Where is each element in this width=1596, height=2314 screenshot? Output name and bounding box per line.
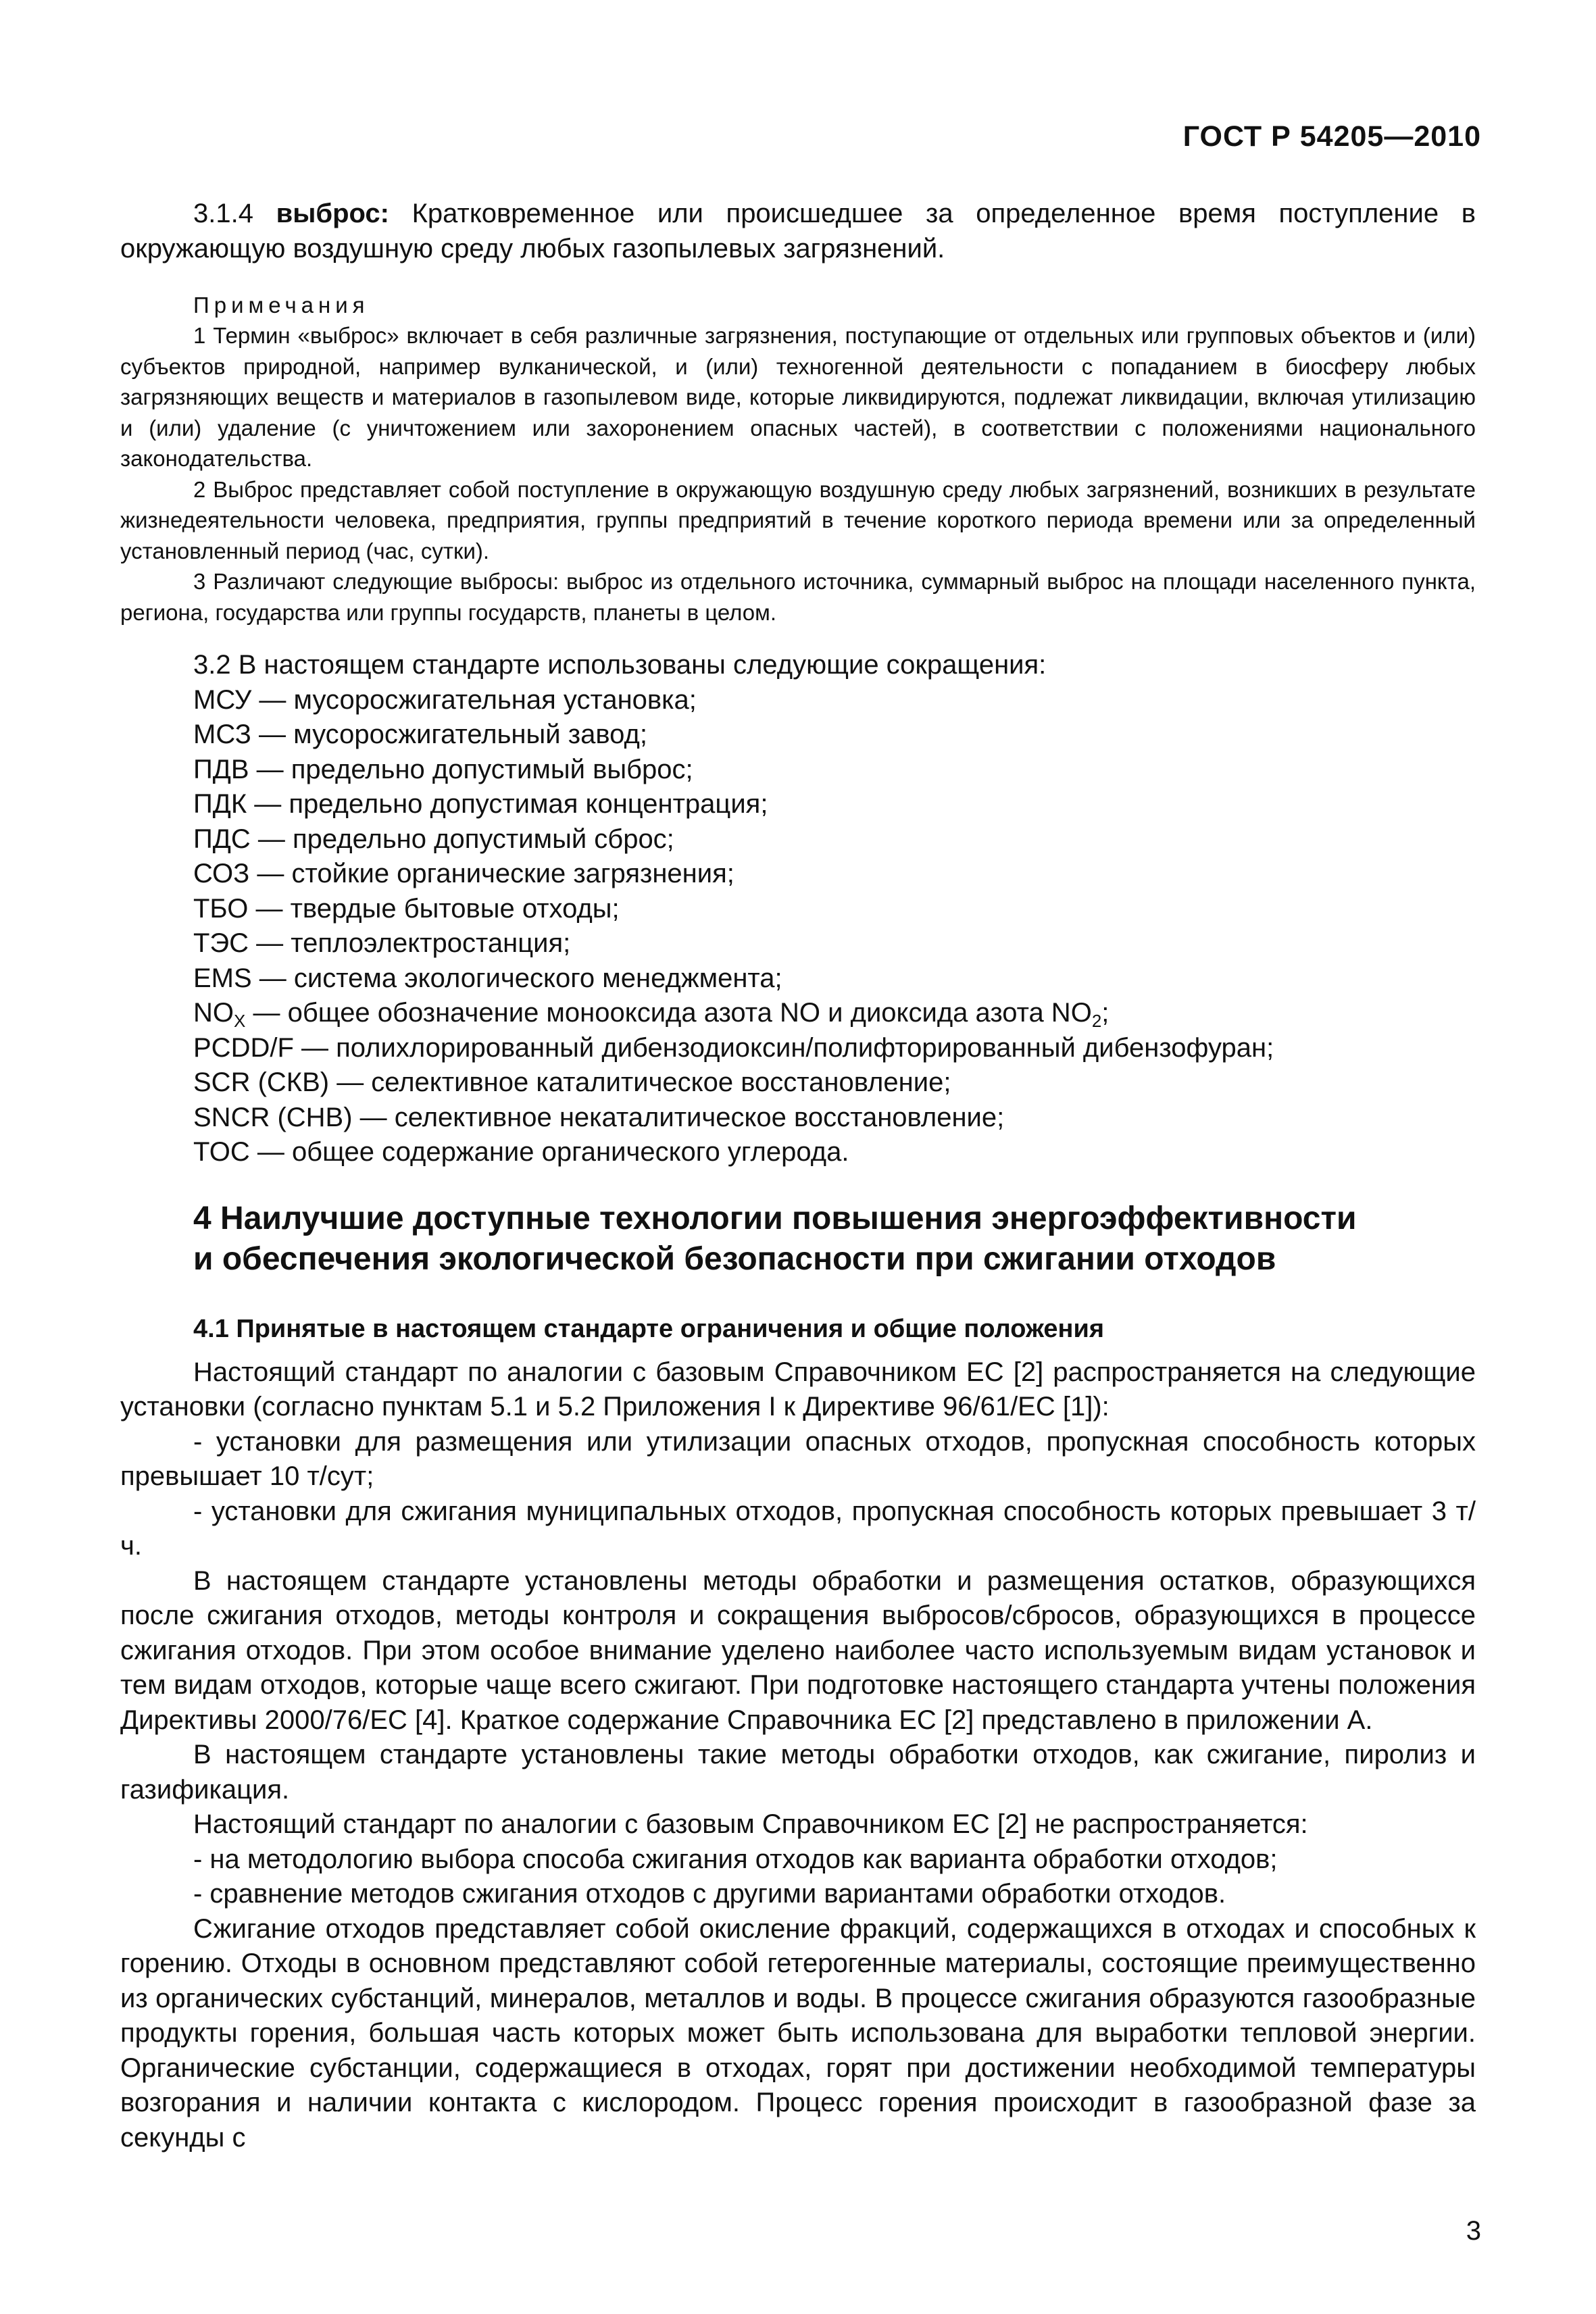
abbreviation-item: ТЭС — теплоэлектростанция; bbox=[193, 928, 571, 958]
nox-definition: — общее обозначение монооксида азота NO и диоксида азота NO bbox=[245, 998, 1092, 1028]
term-definition: Кратковременное или происшедшее за определенное время поступление в окружающую воздушную среду любых газопылевых загрязнений. bbox=[120, 199, 1476, 263]
abbreviation-item: СОЗ — стойкие органические загрязнения; bbox=[193, 859, 734, 888]
abbreviation-item: МСУ — мусоросжигательная установка; bbox=[193, 684, 697, 715]
paragraph: - установки для размещения или утилизации опасных отходов, пропускная способность которых превышает 10 т/сут; bbox=[120, 1426, 1476, 1491]
notes-block bbox=[120, 291, 1476, 628]
paragraph: Настоящий стандарт по аналогии с базовым Справочником ЕС [2] не распространяется: bbox=[193, 1809, 1308, 1839]
nox-subscript: X bbox=[234, 1011, 246, 1031]
document-id-header: ГОСТ Р 54205—2010 bbox=[1182, 120, 1481, 153]
abbreviation-item: ПДВ — предельно допустимый выброс; bbox=[193, 754, 693, 784]
note-2: 2 Выброс представляет собой поступление в окружающую воздушную среду любых загрязнений, возникших в результате жизнедеятельности человека, предприятия, группы предприятий в течение короткого периода времени или за определенный установленный период (час, сутки). bbox=[120, 476, 1476, 563]
abbreviation-item: SNCR (СНВ) — селективное некаталитическое восстановление; bbox=[193, 1102, 1005, 1132]
paragraph: - установки для сжигания муниципальных отходов, пропускная способность которых превышает 3 т/ч. bbox=[120, 1496, 1476, 1561]
abbreviation-item: ТБО — твердые бытовые отходы; bbox=[193, 893, 620, 924]
term-number: 3.1.4 bbox=[193, 199, 276, 228]
section-4-title-line1: 4 Наилучшие доступные технологии повышения энергоэффективности bbox=[193, 1200, 1357, 1236]
paragraph: В настоящем стандарте установлены такие методы обработки отходов, как сжигание, пиролиз и газификация. bbox=[120, 1740, 1476, 1805]
abbreviation-item: EMS — система экологического менеджмента; bbox=[193, 963, 782, 993]
abbreviation-item: PCDD/F — полихлорированный дибензодиоксин/полифторированный дибензофуран; bbox=[193, 1032, 1274, 1063]
abbreviation-item: TOC — общее содержание органического углерода. bbox=[193, 1137, 849, 1167]
abbreviation-item: ПДС — предельно допустимый сброс; bbox=[193, 824, 674, 854]
note-3: 3 Различают следующие выбросы: выброс из отдельного источника, суммарный выброс на площади населенного пункта, региона, государства или группы государств, планеты в целом. bbox=[120, 569, 1476, 625]
paragraph: Сжигание отходов представляет собой окисление фракций, содержащихся в отходах и способных к горению. Отходы в основном представляют собой гетерогенные материалы, состоящие преимущественно из органических субстанций, минералов, металлов и воды. В процессе сжигания образуются газообразные продукты горения, большая часть которых может быть использована для выработки тепловой энергии. Органические субстанции, содержащиеся в отходах, горят при достижении необходимой температуры возгорания и наличии контакта с кислородом. Процесс горения происходит в газообразной фазе за секунды с bbox=[120, 1913, 1476, 2153]
abbreviations-intro: 3.2 В настоящем стандарте использованы следующие сокращения: bbox=[193, 650, 1047, 680]
abbreviation-item-nox bbox=[120, 996, 1476, 1031]
paragraph: - сравнение методов сжигания отходов с другими вариантами обработки отходов. bbox=[193, 1879, 1226, 1909]
abbreviation-item: МСЗ — мусоросжигательный завод; bbox=[193, 720, 647, 749]
abbreviation-item: ПДК — предельно допустимая концентрация; bbox=[193, 789, 768, 819]
abbreviations-list bbox=[120, 648, 1476, 1170]
paragraph: Настоящий стандарт по аналогии с базовым Справочником ЕС [2] распространяется на следующие установки (согласно пунктам 5.1 и 5.2 Приложения I к Директиве 96/61/ЕС [1]): bbox=[120, 1357, 1476, 1422]
nox-end: ; bbox=[1101, 998, 1109, 1028]
notes-title: Примечания bbox=[193, 293, 370, 318]
term-name: выброс: bbox=[276, 199, 389, 228]
section-4-1-title: 4.1 Принятые в настоящем стандарте ограничения и общие положения bbox=[193, 1314, 1105, 1343]
paragraph: - на методологию выбора способа сжигания отходов как варианта обработки отходов; bbox=[193, 1844, 1278, 1874]
page-content bbox=[120, 196, 1476, 2155]
section-4-1-body bbox=[120, 1355, 1476, 2156]
page-number: 3 bbox=[1466, 2216, 1481, 2246]
section-4-title-line2: и обеспечения экологической безопасности при сжигании отходов bbox=[193, 1240, 1276, 1277]
abbreviation-item: SCR (СКВ) — селективное каталитическое восстановление; bbox=[193, 1067, 951, 1097]
term-definition-3-1-4 bbox=[120, 196, 1476, 266]
note-1: 1 Термин «выброс» включает в себя различные загрязнения, поступающие от отдельных или групповых объектов и (или) субъектов природной, например вулканической, и (или) техногенной деятельности с попаданием в биосферу любых загрязняющих веществ и материалов в газопылевом виде, которые ликвидируются, подлежат ликвидации, включая утилизацию и (или) удаление (с уничтожением или захоронением опасных частей), в соответствии с положениями национального законодательства. bbox=[120, 323, 1476, 471]
no2-subscript: 2 bbox=[1091, 1011, 1102, 1031]
paragraph: В настоящем стандарте установлены методы обработки и размещения остатков, образующихся после сжигания отходов, методы контроля и сокращения выбросов/сбросов, образующихся в процессе сжигания отходов. При этом особое внимание уделено наиболее часто используемым видам установок и тем видам отходов, которые чаще всего сжигают. При подготовке настоящего стандарта учтены положения Директивы 2000/76/ЕС [4]. Краткое содержание Справочника ЕС [2] представлено в приложении А. bbox=[120, 1565, 1476, 1735]
section-4-title bbox=[120, 1199, 1476, 1280]
nox-symbol: NO bbox=[193, 998, 234, 1028]
